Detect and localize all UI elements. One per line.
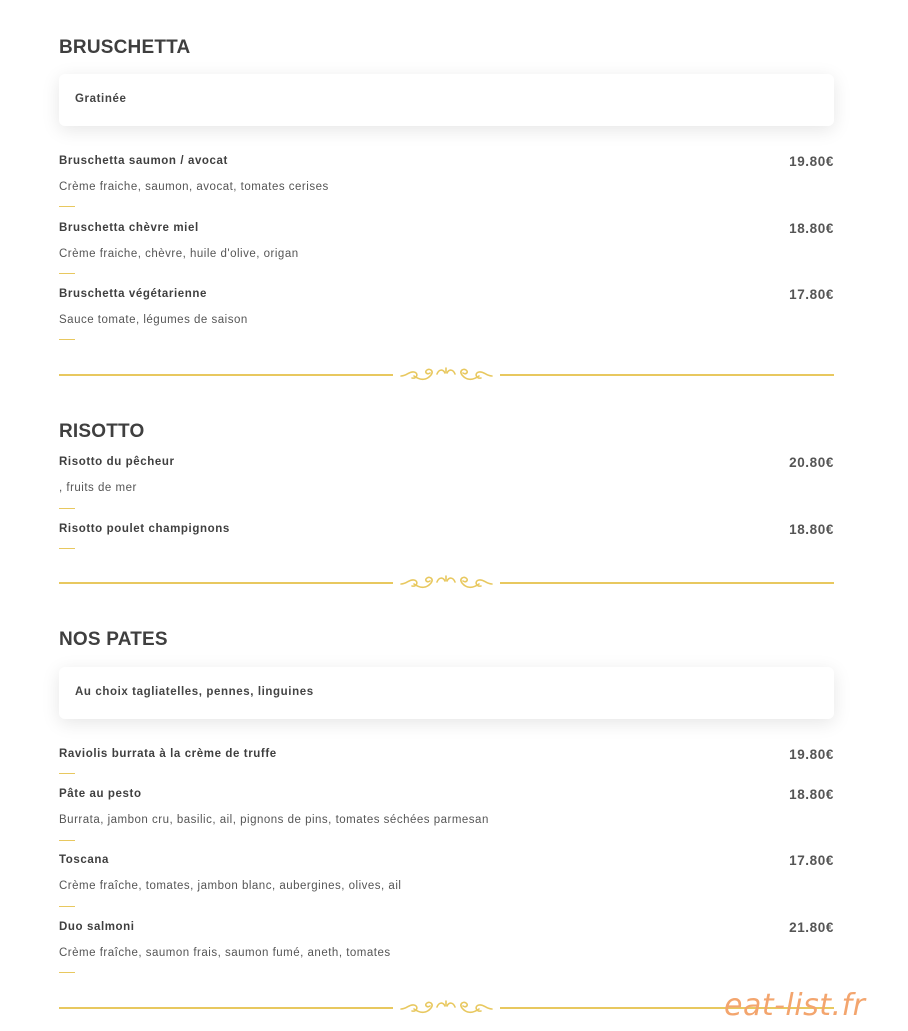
item-price: 19.80€ bbox=[789, 747, 834, 762]
section-note bbox=[59, 667, 834, 719]
item-price: 21.80€ bbox=[789, 920, 834, 935]
item-name: Risotto poulet champignons bbox=[59, 523, 230, 535]
ornament-flourish-icon bbox=[399, 573, 494, 593]
ornament-flourish-icon bbox=[399, 998, 494, 1018]
item-description: Burrata, jambon cru, basilic, ail, pignons de pins, tomates séchées parmesan bbox=[59, 814, 489, 826]
divider-line bbox=[59, 374, 393, 376]
section-title: RISOTTO bbox=[59, 421, 145, 442]
item-underline bbox=[59, 206, 75, 207]
divider-line bbox=[500, 582, 834, 584]
item-name: Bruschetta chèvre miel bbox=[59, 222, 199, 234]
item-price: 17.80€ bbox=[789, 287, 834, 302]
ornament-flourish-icon bbox=[399, 365, 494, 385]
item-price: 18.80€ bbox=[789, 522, 834, 537]
section-title: NOS PATES bbox=[59, 629, 168, 650]
item-underline bbox=[59, 273, 75, 274]
item-price: 19.80€ bbox=[789, 154, 834, 169]
section-title: BRUSCHETTA bbox=[59, 37, 191, 58]
item-name: Bruschetta saumon / avocat bbox=[59, 155, 228, 167]
section-divider bbox=[59, 998, 834, 1018]
item-description: , fruits de mer bbox=[59, 482, 137, 494]
item-name: Duo salmoni bbox=[59, 921, 135, 933]
item-description: Sauce tomate, légumes de saison bbox=[59, 314, 248, 326]
item-name: Raviolis burrata à la crème de truffe bbox=[59, 748, 277, 760]
item-underline bbox=[59, 840, 75, 841]
item-price: 18.80€ bbox=[789, 221, 834, 236]
item-description: Crème fraiche, chèvre, huile d'olive, origan bbox=[59, 248, 299, 260]
section-note-text: Gratinée bbox=[75, 93, 127, 105]
section-divider bbox=[59, 573, 834, 593]
item-name: Risotto du pêcheur bbox=[59, 456, 175, 468]
divider-line bbox=[59, 1007, 393, 1009]
item-underline bbox=[59, 548, 75, 549]
divider-line bbox=[59, 582, 393, 584]
item-price: 17.80€ bbox=[789, 853, 834, 868]
watermark: eat-list.fr bbox=[724, 988, 866, 1023]
item-underline bbox=[59, 773, 75, 774]
item-price: 18.80€ bbox=[789, 787, 834, 802]
item-underline bbox=[59, 339, 75, 340]
item-description: Crème fraiche, saumon, avocat, tomates cerises bbox=[59, 181, 329, 193]
item-name: Toscana bbox=[59, 854, 110, 866]
item-underline bbox=[59, 906, 75, 907]
item-underline bbox=[59, 972, 75, 973]
section-note-text: Au choix tagliatelles, pennes, linguines bbox=[75, 686, 314, 698]
section-note bbox=[59, 74, 834, 126]
item-description: Crème fraîche, tomates, jambon blanc, aubergines, olives, ail bbox=[59, 880, 402, 892]
item-price: 20.80€ bbox=[789, 455, 834, 470]
section-divider bbox=[59, 365, 834, 385]
item-underline bbox=[59, 508, 75, 509]
item-name: Bruschetta végétarienne bbox=[59, 288, 208, 300]
item-description: Crème fraîche, saumon frais, saumon fumé, aneth, tomates bbox=[59, 947, 391, 959]
divider-line bbox=[500, 374, 834, 376]
item-name: Pâte au pesto bbox=[59, 788, 142, 800]
